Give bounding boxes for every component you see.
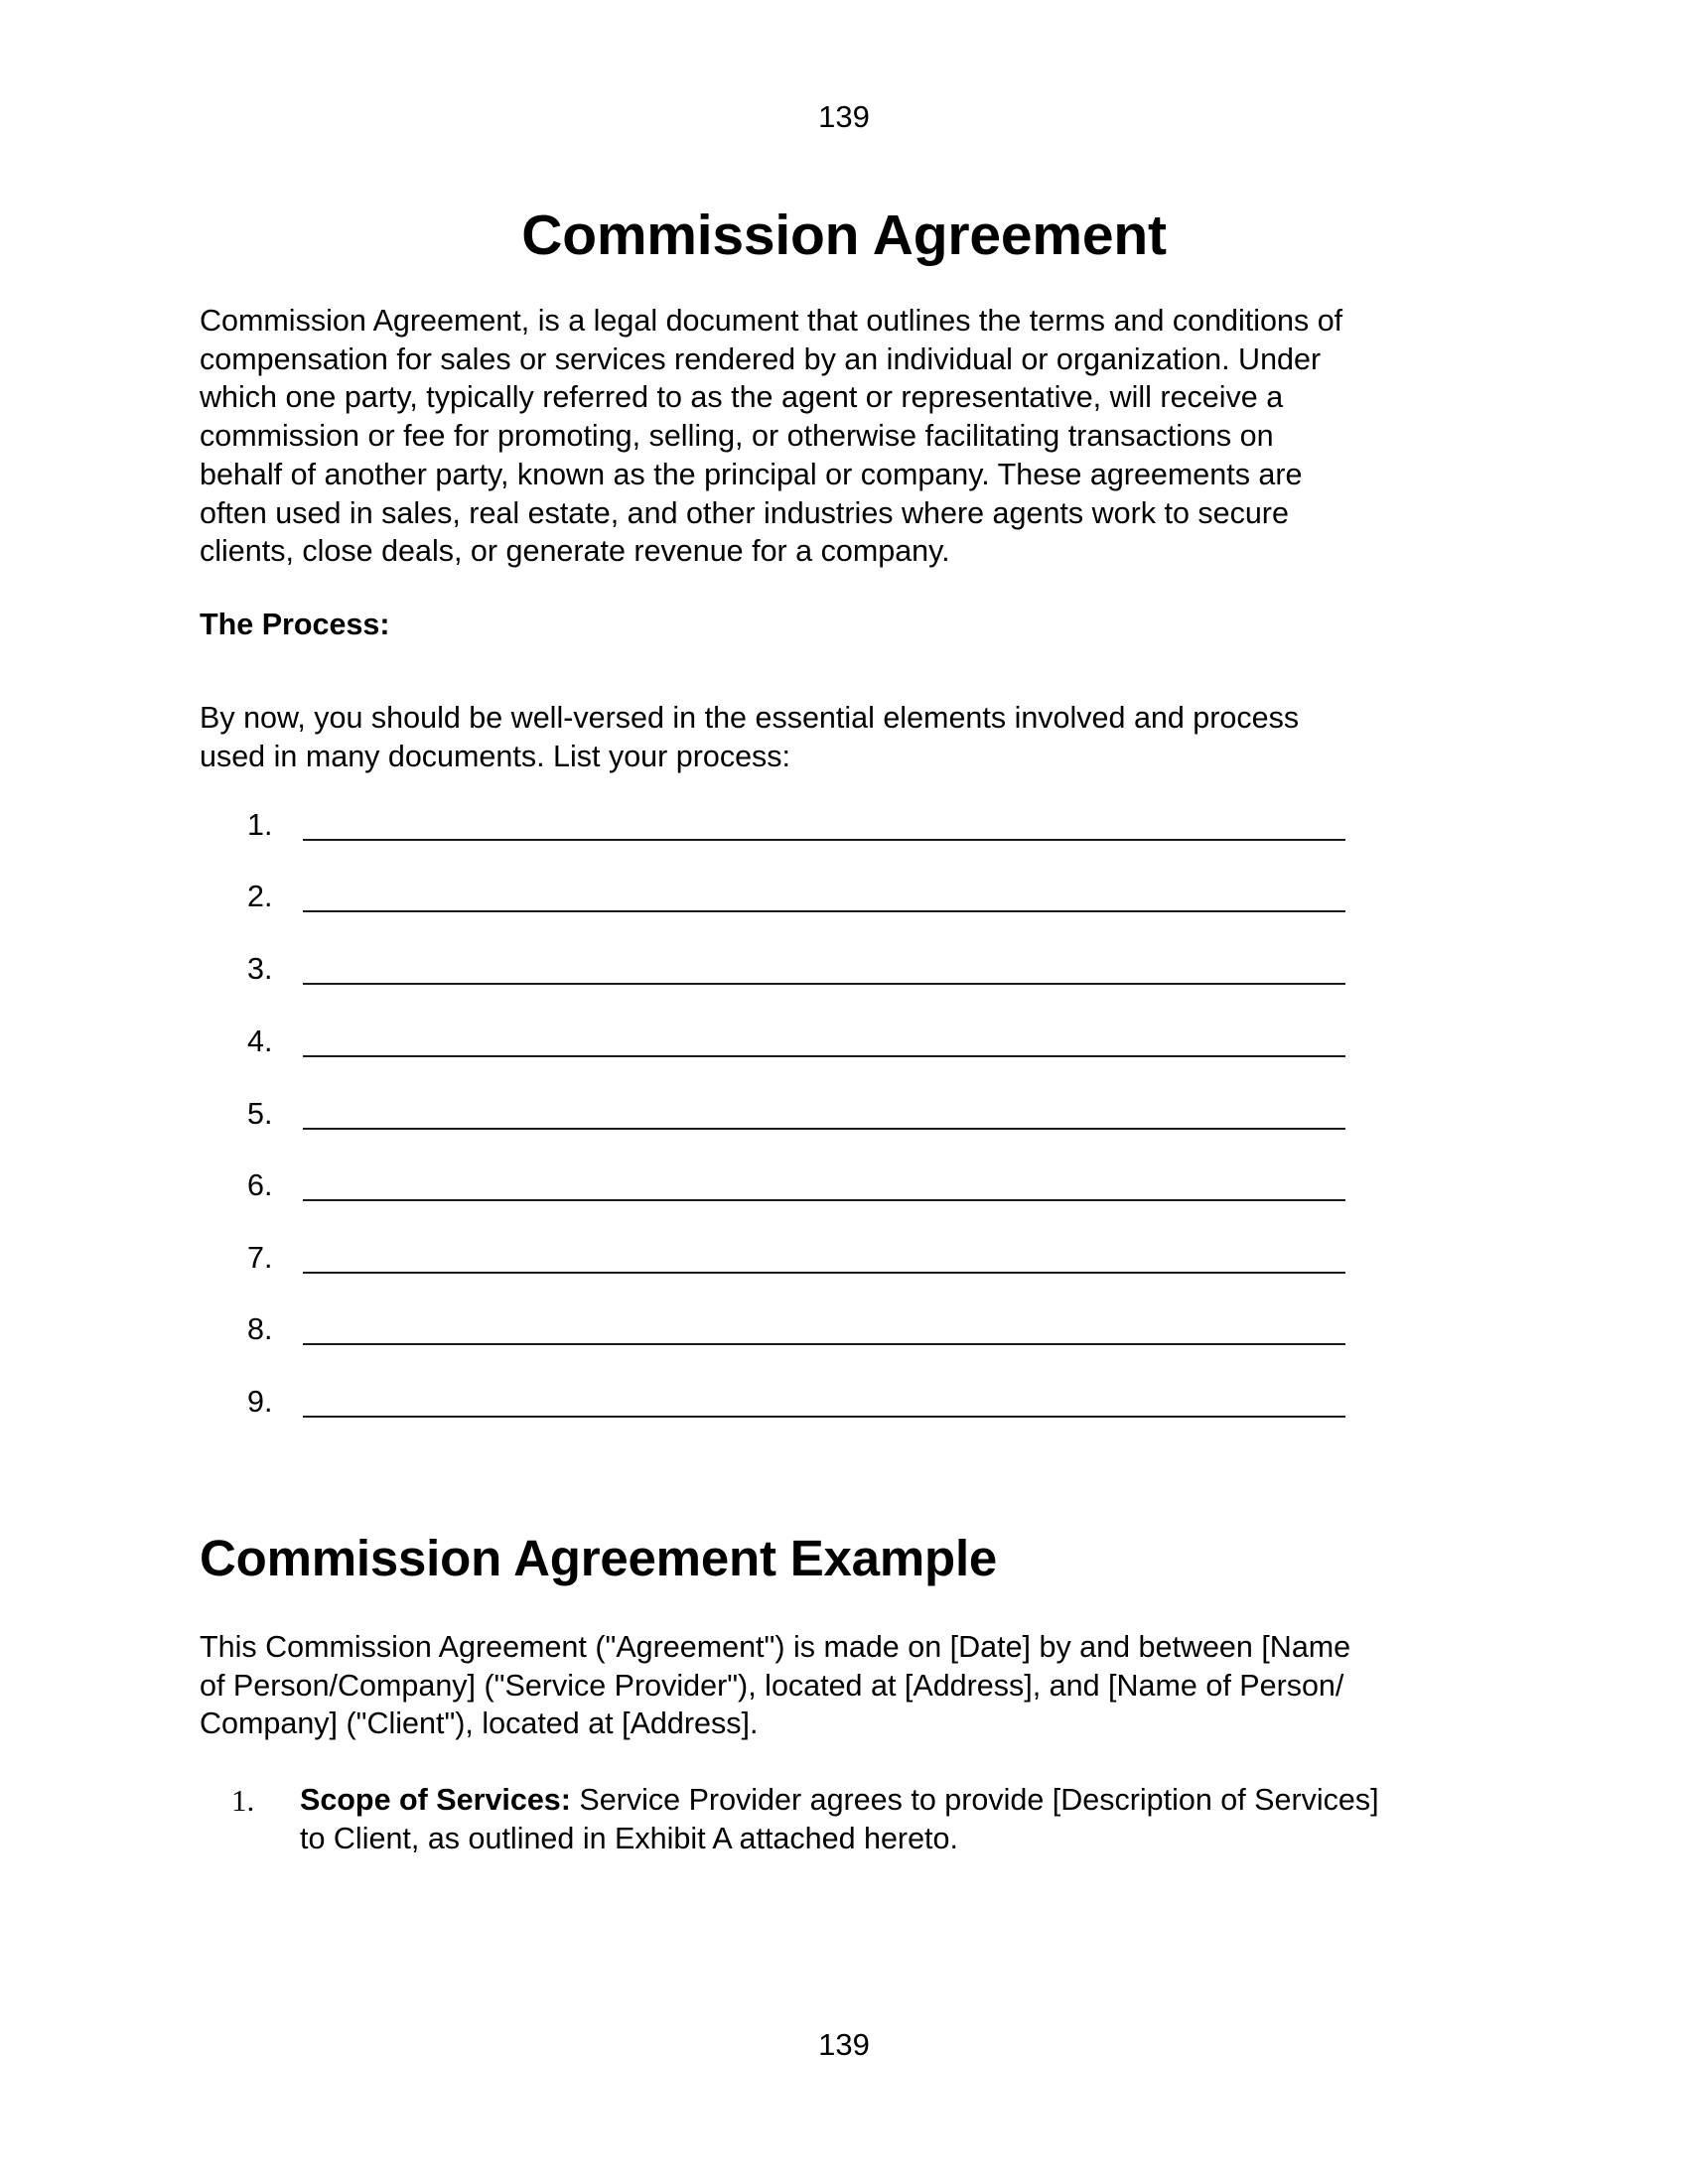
clause-line: to Client, as outlined in Exhibit A attached hereto. [300,1821,958,1855]
page-number-bottom: 139 [818,2027,870,2062]
example-heading: Commission Agreement Example [200,1530,998,1586]
process-item-number: 5. [247,1097,273,1131]
process-item-number: 8. [247,1312,273,1346]
clause-label: Scope of Services: [300,1783,571,1817]
process-item-blank[interactable] [303,1272,1345,1274]
example-intro-line: of Person/Company] ("Service Provider"), located at [Address], and [Name of Person/ [200,1668,1344,1703]
process-item-number: 2. [247,880,273,913]
intro-paragraph [200,302,1342,571]
intro-line: which one party, typically referred to as the agent or representative, will receive a [200,380,1284,415]
intro-line: commission or fee for promoting, selling, or otherwise facilitating transactions on [200,419,1274,454]
process-item-blank[interactable] [303,1343,1345,1345]
process-instructions-line: By now, you should be well-versed in the essential elements involved and process [200,701,1300,735]
process-heading: The Process: [200,608,390,641]
intro-line: Commission Agreement, is a legal document that outlines the terms and conditions of [200,304,1343,338]
process-item-blank[interactable] [303,1199,1345,1201]
process-item-number: 9. [247,1385,273,1419]
process-item-blank[interactable] [303,1416,1345,1418]
clause-line [300,1781,1379,1820]
process-item-blank[interactable] [303,1055,1345,1057]
process-item-blank[interactable] [303,839,1345,841]
clause-number: 1. [231,1783,255,1818]
intro-line: often used in sales, real estate, and other industries where agents work to secure [200,495,1289,530]
page-number-top: 139 [818,99,870,134]
intro-line: compensation for sales or services rendered by an individual or organization. Under [200,341,1322,376]
clause-text: Service Provider agrees to provide [Description of Services] [570,1783,1379,1817]
example-intro-paragraph [200,1628,1350,1743]
intro-line: behalf of another party, known as the principal or company. These agreements are [200,457,1303,491]
clause-scope-of-services [300,1781,1379,1857]
process-item-blank[interactable] [303,1128,1345,1130]
example-intro-line: This Commission Agreement ("Agreement") is made on [Date] by and between [Name [200,1630,1351,1664]
process-instructions-line: used in many documents. List your process: [200,739,791,773]
process-item-number: 6. [247,1168,273,1202]
process-item-number: 7. [247,1241,273,1275]
process-item-number: 4. [247,1024,273,1058]
process-instructions [200,699,1299,775]
page-title: Commission Agreement [521,204,1167,267]
process-item-number: 1. [247,808,273,842]
process-item-blank[interactable] [303,983,1345,985]
example-intro-line: Company] ("Client"), located at [Address]. [200,1706,759,1741]
process-item-number: 3. [247,952,273,986]
process-item-blank[interactable] [303,910,1345,912]
intro-line: clients, close deals, or generate revenue for a company. [200,534,950,569]
